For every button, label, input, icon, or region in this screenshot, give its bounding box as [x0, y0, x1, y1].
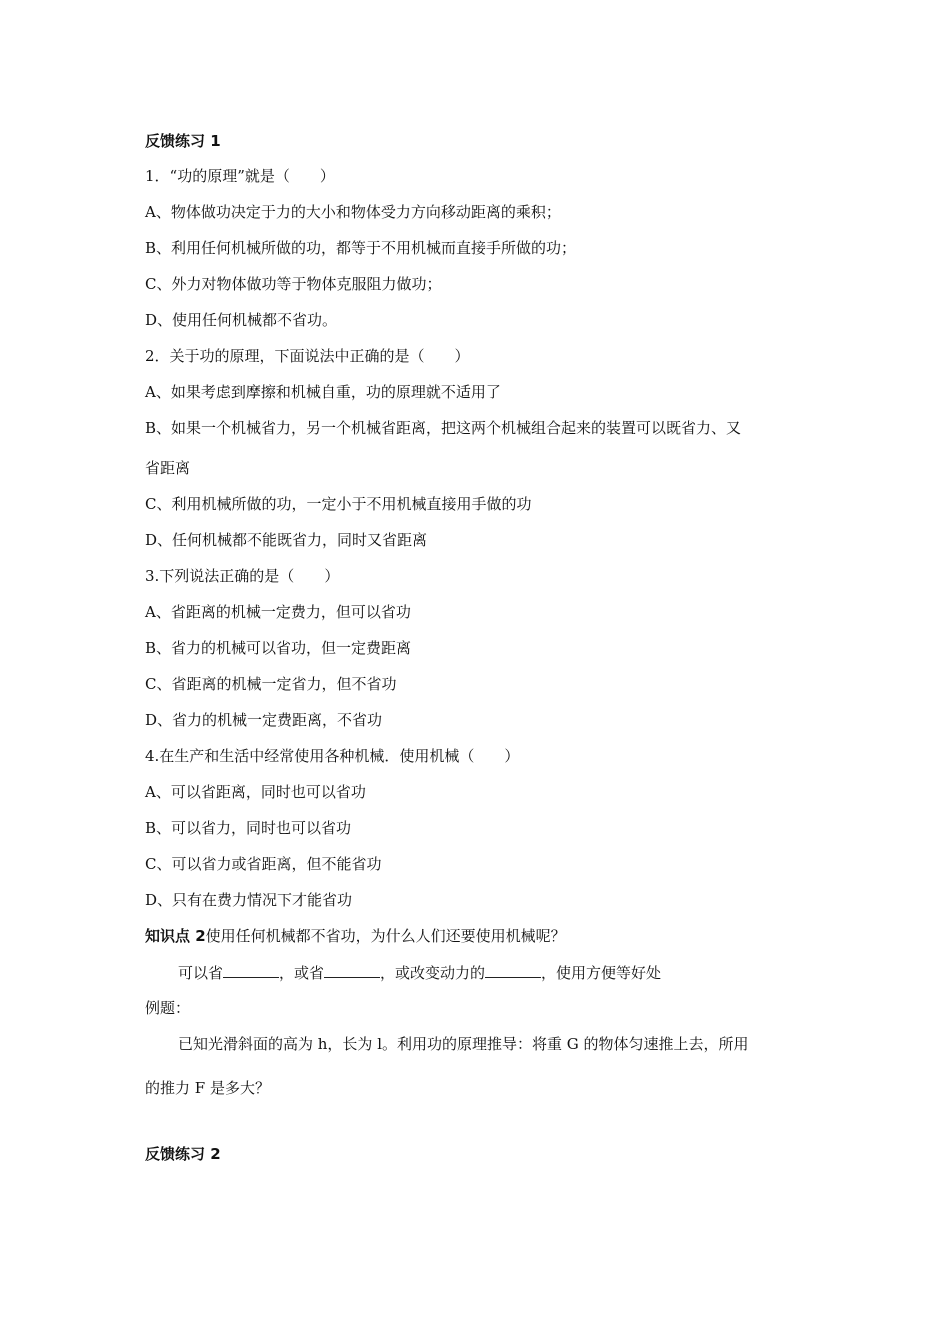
- knowledge-point-label: 知识点 2: [145, 927, 206, 945]
- section-heading-2: 反馈练习 2: [145, 1145, 221, 1163]
- fill-text-3: ，或改变动力的: [380, 964, 486, 982]
- q2-option-b-line1: B、如果一个机械省力，另一个机械省距离，把这两个机械组合起来的装置可以既省力、又: [145, 419, 742, 437]
- knowledge-point-2: [145, 926, 566, 946]
- q4-option-a: A、可以省距离，同时也可以省功: [145, 783, 366, 801]
- fill-blank-2[interactable]: [324, 962, 380, 978]
- knowledge-point-title: 使用任何机械都不省功，为什么人们还要使用机械呢？: [205, 927, 566, 945]
- fill-blank-3[interactable]: [485, 962, 541, 978]
- fill-text-1: 可以省: [178, 964, 224, 982]
- q1-option-d: D、使用任何机械都不省功。: [145, 311, 338, 329]
- example-text-line1: 已知光滑斜面的高为 h，长为 l。利用功的原理推导：将重 G 的物体匀速推上去，所用: [178, 1035, 749, 1053]
- q1-option-a: A、物体做功决定于力的大小和物体受力方向移动距离的乘积；: [145, 203, 561, 221]
- q3-option-c: C、省距离的机械一定省力，但不省功: [145, 675, 397, 693]
- q3-option-a: A、省距离的机械一定费力，但可以省功: [145, 603, 411, 621]
- q1-option-c: C、外力对物体做功等于物体克服阻力做功；: [145, 275, 442, 293]
- fill-text-2: ，或省: [279, 964, 325, 982]
- q4-stem: 4.在生产和生活中经常使用各种机械．使用机械（ ）: [145, 747, 520, 765]
- fill-text-4: ，使用方便等好处: [541, 964, 662, 982]
- example-text-line2: 的推力 F 是多大？: [145, 1079, 270, 1097]
- q4-option-b: B、可以省力，同时也可以省功: [145, 819, 352, 837]
- q2-stem: 2．关于功的原理，下面说法中正确的是（ ）: [145, 347, 470, 365]
- q4-option-c: C、可以省力或省距离，但不能省功: [145, 855, 382, 873]
- q3-stem: 3.下列说法正确的是（ ）: [145, 567, 340, 585]
- section-heading-1: 反馈练习 1: [145, 132, 221, 150]
- q1-stem: 1．“功的原理”就是（ ）: [145, 167, 335, 185]
- q3-option-d: D、省力的机械一定费距离，不省功: [145, 711, 383, 729]
- q4-option-d: D、只有在费力情况下才能省功: [145, 891, 353, 909]
- q3-option-b: B、省力的机械可以省功，但一定费距离: [145, 639, 412, 657]
- fill-in-sentence: [178, 962, 661, 983]
- q1-option-b: B、利用任何机械所做的功，都等于不用机械而直接手所做的功；: [145, 239, 577, 257]
- q2-option-d: D、任何机械都不能既省力，同时又省距离: [145, 531, 428, 549]
- fill-blank-1[interactable]: [223, 962, 279, 978]
- q2-option-c: C、利用机械所做的功，一定小于不用机械直接用手做的功: [145, 495, 532, 513]
- example-label: 例题：: [145, 999, 191, 1017]
- q2-option-b-line2: 省距离: [145, 459, 191, 477]
- q2-option-a: A、如果考虑到摩擦和机械自重，功的原理就不适用了: [145, 383, 501, 401]
